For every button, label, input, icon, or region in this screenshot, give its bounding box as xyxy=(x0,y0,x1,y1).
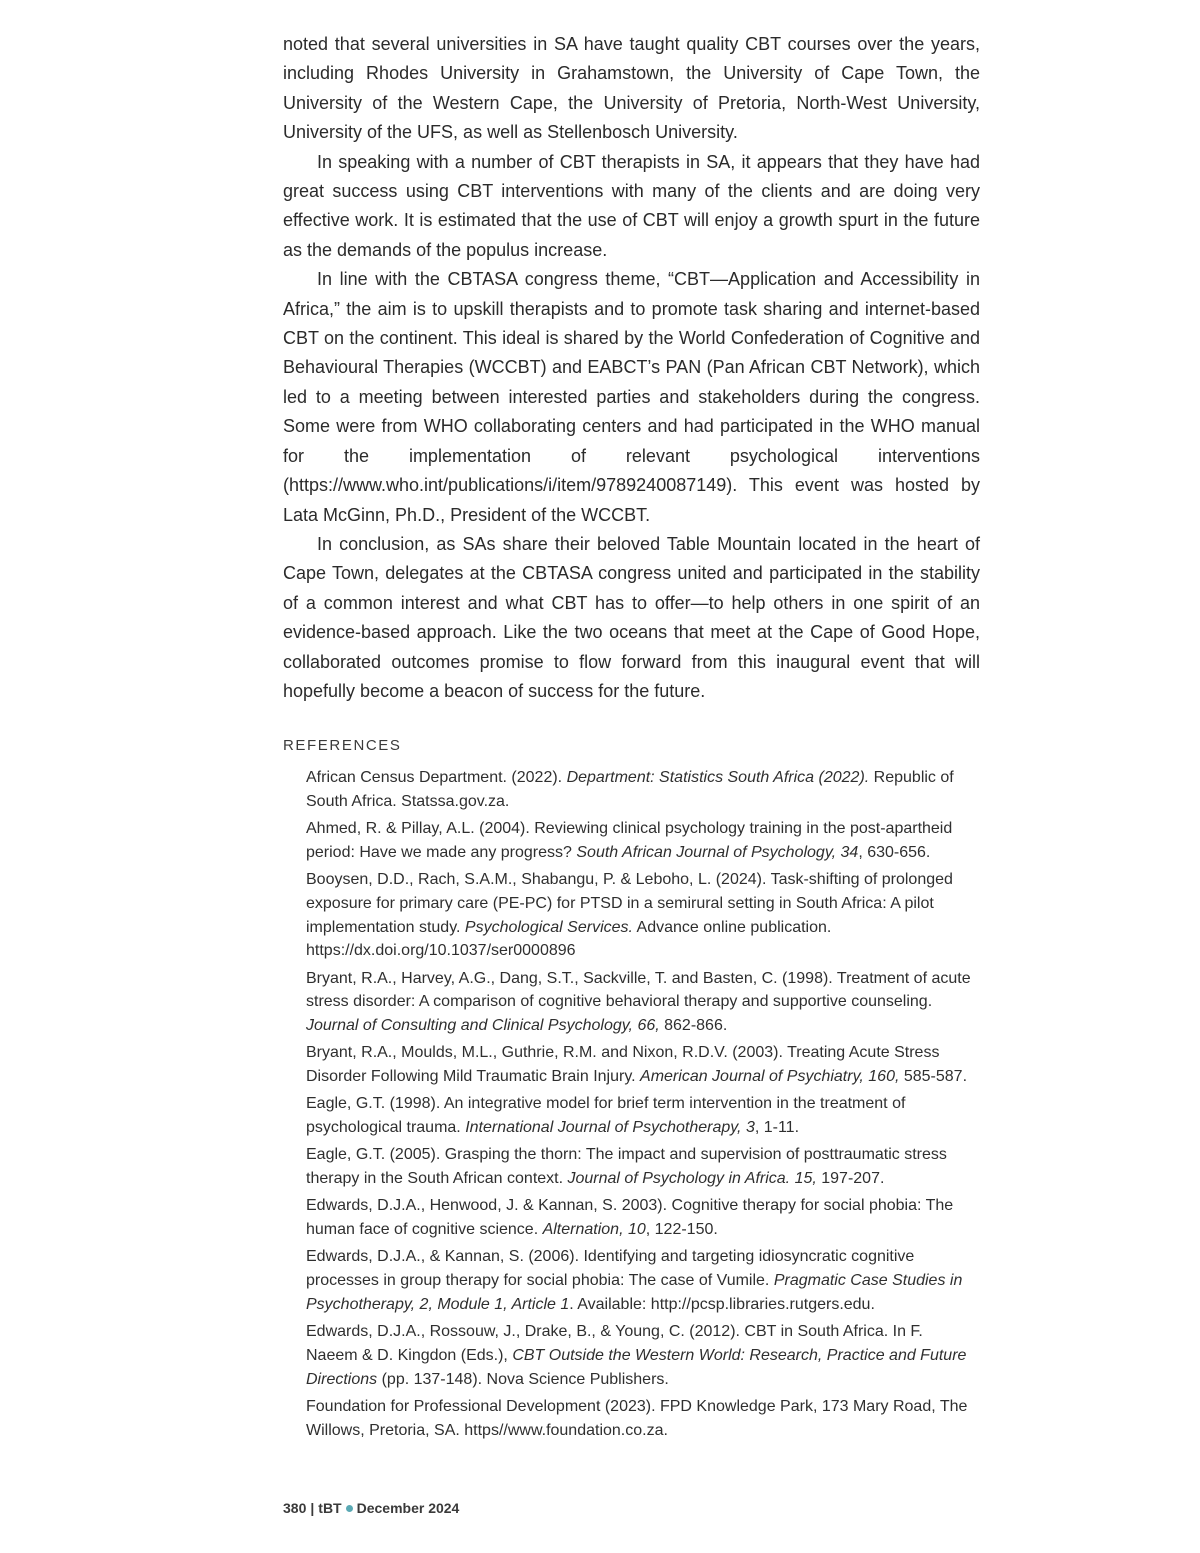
references-heading: REFERENCES xyxy=(283,737,402,755)
issue-date: December 2024 xyxy=(356,1500,460,1516)
body-paragraph: noted that several universities in SA have taught quality CBT courses over the years, including Rhodes University in Grahamstown, the University of Cape Town, the University of the Western Cape, the University of Pretoria, North-West University, University of the UFS, as well as Stellenbosch University. xyxy=(283,34,980,143)
reference-item: Edwards, D.J.A., & Kannan, S. (2006). Identifying and targeting idiosyncratic cognitive processes in group therapy for social phobia: The case of Vumile. Pragmatic Case Studies in Psychotherapy, 2, Module 1, Article 1. Available: http://pcsp.libraries.rutgers.edu. xyxy=(306,1248,963,1313)
body-paragraph: In conclusion, as SAs share their beloved Table Mountain located in the heart of Cape Town, delegates at the CBTASA congress united and participated in the stability of a common interest and what CBT has to offer—to help others in one spirit of an evidence-based approach. Like the two oceans that meet at the Cape of Good Hope, collaborated outcomes promise to flow forward from this inaugural event that will hopefully become a beacon of success for the future. xyxy=(283,533,980,701)
body-paragraph: In line with the CBTASA congress theme, “CBT—Application and Accessibility in Africa,” the aim is to upskill therapists and to promote task sharing and internet-based CBT on the continent. This ideal is shared by the World Confederation of Cognitive and Behavioural Therapies (WCCBT) and EABCT’s PAN (Pan African CBT Network), which led to a meeting between interested parties and stakeholders during the congress. Some were from WHO collaborating centers and had participated in the WHO manual for the implementation of relevant psychological interventions (https://www.who.int/publications/i/item/9789240087149). This event was hosted by Lata McGinn, Ph.D., President of the WCCBT. xyxy=(283,269,980,525)
journal-name: tBT xyxy=(318,1500,342,1516)
footer-separator: | xyxy=(310,1500,315,1516)
bullet-dot-icon xyxy=(346,1505,353,1512)
page-number: 380 xyxy=(283,1500,307,1516)
page-content xyxy=(283,30,980,1446)
body-paragraph: In speaking with a number of CBT therapists in SA, it appears that they have had great success using CBT interventions with many of the clients and are doing very effective work. It is estimated that the use of CBT will enjoy a growth spurt in the future as the demands of the populus increase. xyxy=(283,151,980,260)
reference-item: African Census Department. (2022). Department: Statistics South Africa (2022). Republic of South Africa. Statssa.gov.za. xyxy=(306,769,954,811)
reference-item: Bryant, R.A., Harvey, A.G., Dang, S.T., Sackville, T. and Basten, C. (1998). Treatment of acute stress disorder: A comparison of cognitive behavioral therapy and supportive counseling. Journal of Consulting and Clinical Psychology, 66, 862-866. xyxy=(306,969,971,1035)
page-footer xyxy=(283,1500,459,1516)
reference-item: Ahmed, R. & Pillay, A.L. (2004). Reviewing clinical psychology training in the post-apartheid period: Have we made any progress? South African Journal of Psychology, 34, 630-656. xyxy=(306,820,953,862)
body-text xyxy=(283,30,980,706)
reference-item: Eagle, G.T. (1998). An integrative model for brief term intervention in the treatment of psychological trauma. International Journal of Psychotherapy, 3, 1-11. xyxy=(306,1095,906,1137)
reference-item: Edwards, D.J.A., Rossouw, J., Drake, B., & Young, C. (2012). CBT in South Africa. In F. Naeem & D. Kingdon (Eds.), CBT Outside the Western World: Research, Practice and Future Directions (pp. 137-148). Nova Science Publishers. xyxy=(306,1323,967,1388)
reference-item: Edwards, D.J.A., Henwood, J. & Kannan, S. 2003). Cognitive therapy for social phobia: The human face of cognitive science. Alternation, 10, 122-150. xyxy=(306,1197,954,1239)
reference-item: Foundation for Professional Development (2023). FPD Knowledge Park, 173 Mary Road, The Willows, Pretoria, SA. https//www.foundation.co.za. xyxy=(306,1397,968,1439)
reference-item: Eagle, G.T. (2005). Grasping the thorn: The impact and supervision of posttraumatic stress therapy in the South African context. Journal of Psychology in Africa. 15, 197-207. xyxy=(306,1146,947,1188)
reference-item: Bryant, R.A., Moulds, M.L., Guthrie, R.M. and Nixon, R.D.V. (2003). Treating Acute Stress Disorder Following Mild Traumatic Brain Injury. American Journal of Psychiatry, 160, 585-587. xyxy=(306,1044,968,1086)
references-list xyxy=(283,766,976,1442)
reference-item: Booysen, D.D., Rach, S.A.M., Shabangu, P. & Leboho, L. (2024). Task-shifting of prolonged exposure for primary care (PE-PC) for PTSD in a semirural setting in South Africa: A pilot implementation study. Psychological Services. Advance online publication. https://dx.doi.org/10.1037/ser0000896 xyxy=(306,871,953,960)
